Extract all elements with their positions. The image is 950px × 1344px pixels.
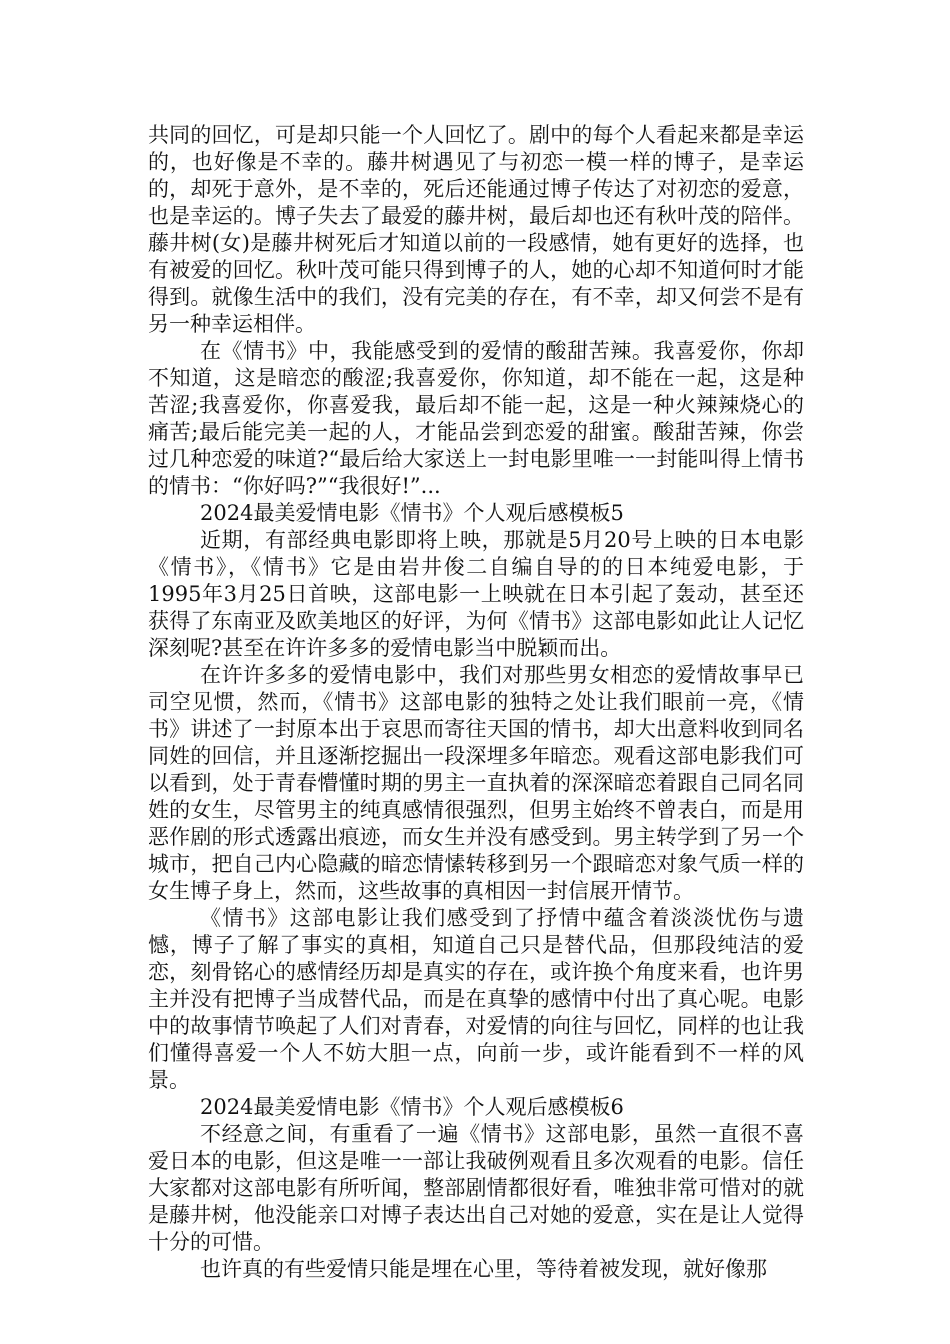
paragraph-4: 在许许多多的爱情电影中，我们对那些男女相恋的爱情故事早已司空见惯，然而，《情书》这部电影的独特之处让我们眼前一亮，《情书》讲述了一封原本出于哀思而寄往天国的情书，却大出意料收到同名同姓的回信，并且逐渐挖掘出一段深埋多年暗恋。观看这部电影我们可以看到，处于青春懵懂时期的男主一直执着的深深暗恋着跟自己同名同姓的女生，尽管男主的纯真感情很强烈，但男主始终不曾表白，而是用恶作剧的形式透露出痕迹，而女生并没有感受到。男主转学到了另一个城市，把自己内心隐藏的暗恋情愫转移到另一个跟暗恋对象气质一样的女生博子身上，然而，这些故事的真相因一封信展开情节。 <box>148 663 804 903</box>
paragraph-7: 也许真的有些爱情只能是埋在心里，等待着被发现，就好像那 <box>200 1257 767 1281</box>
paragraph-3: 近期，有部经典电影即将上映，那就是5月20号上映的日本电影《情书》，《情书》它是由岩井俊二自编自导的的日本纯爱电影，于1995年3月25日首映，这部电影一上映就在日本引起了轰动，甚至还获得了东南亚及欧美地区的好评，为何《情书》这部电影如此让人记忆深刻呢?甚至在许许多多的爱情电影当中脱颖而出。 <box>148 528 804 660</box>
paragraph-5: 《情书》这部电影让我们感受到了抒情中蕴含着淡淡忧伤与遗憾，博子了解了事实的真相，知道自己只是替代品，但那段纯洁的爱恋，刻骨铭心的感情经历却是真实的存在，或许换个角度来看，也许男主并没有把博子当成替代品，而是在真挚的感情中付出了真心呢。电影中的故事情节唤起了人们对青春，对爱情的向往与回忆，同样的也让我们懂得喜爱一个人不妨大胆一点，向前一步，或许能看到不一样的风景。 <box>148 906 804 1092</box>
document-page <box>148 122 804 1283</box>
paragraph-1: 共同的回忆，可是却只能一个人回忆了。剧中的每个人看起来都是幸运的，也好像是不幸的。藤井树遇见了与初恋一模一样的博子，是幸运的，却死于意外，是不幸的，死后还能通过博子传达了对初恋的爱意，也是幸运的。博子失去了最爱的藤井树，最后却也还有秋叶茂的陪伴。藤井树(女)是藤井树死后才知道以前的一段感情，她有更好的选择，也有被爱的回忆。秋叶茂可能只得到博子的人，她的心却不知道何时才能得到。就像生活中的我们，没有完美的存在，有不幸，却又何尝不是有另一种幸运相伴。 <box>148 123 804 336</box>
section-heading-6: 2024最美爱情电影《情书》个人观后感模板6 <box>200 1095 624 1119</box>
paragraph-6: 不经意之间，有重看了一遍《情书》这部电影，虽然一直很不喜爱日本的电影，但这是唯一一部让我破例观看且多次观看的电影。信任大家都对这部电影有所听闻，整部剧情都很好看，唯独非常可惜对的就是藤井树，他没能亲口对博子表达出自己对她的爱意，实在是让人觉得十分的可惜。 <box>148 1122 804 1254</box>
section-heading-5: 2024最美爱情电影《情书》个人观后感模板5 <box>200 501 624 525</box>
paragraph-2: 在《情书》中，我能感受到的爱情的酸甜苦辣。我喜爱你，你却不知道，这是暗恋的酸涩;我喜爱你，你知道，却不能在一起，这是种苦涩;我喜爱你，你喜爱我，最后却不能一起，这是一种火辣辣烧心的痛苦;最后能完美一起的人，才能品尝到恋爱的甜蜜。酸甜苦辣，你尝过几种恋爱的味道?“最后给大家送上一封电影里唯一一封能叫得上情书的情书：“你好吗?”“我很好!”... <box>148 339 804 498</box>
